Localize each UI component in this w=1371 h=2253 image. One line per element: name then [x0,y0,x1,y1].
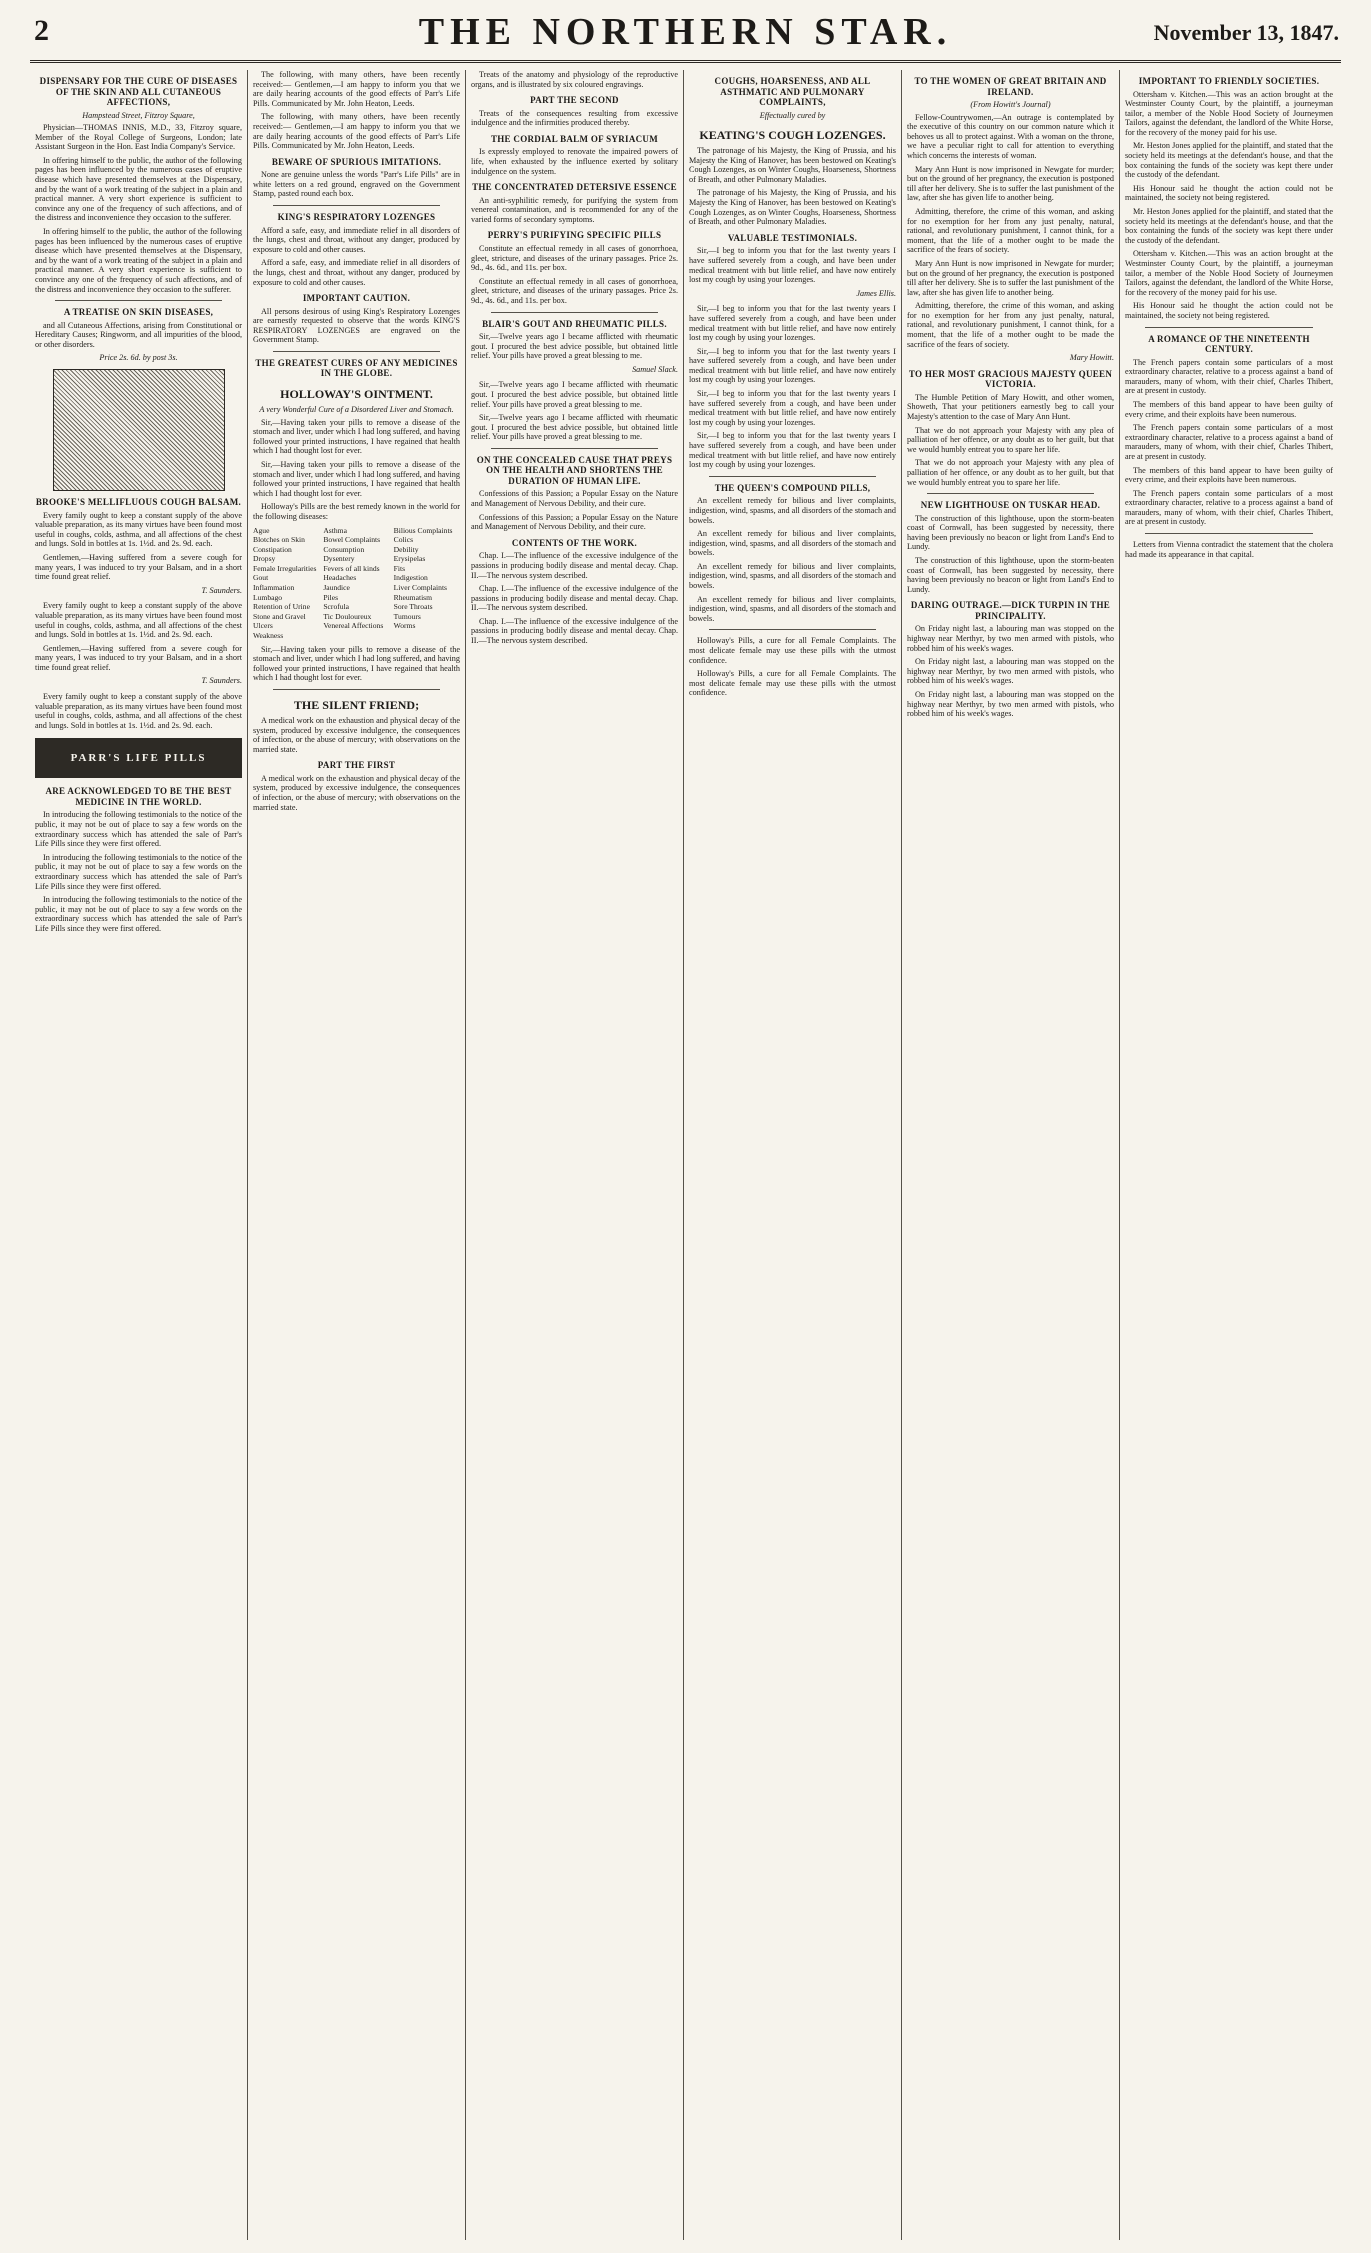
disease-list-item: Fevers of all kinds [323,563,380,573]
disease-list-item: Fits [393,563,406,573]
pills-text: In introducing the following testimonials to the notice of the public, it may not be out of place to say a few words on the extraordinary success which has attended the sale of Parr's Life Pills since they were first offered. [35,810,242,849]
disease-list-item: Tic Douloureux [323,611,372,621]
disease-list-item: Gout [253,573,269,583]
petition-heading: TO HER MOST GRACIOUS MAJESTY QUEEN VICTORIA. [908,368,1113,390]
column-1 [30,70,248,2240]
brookes-text: Every family ought to keep a constant supply of the above valuable preparation, as its many virtues have been found most useful in coughs, colds, asthma, and all affections of the chest and lungs. Sold in bottles at 1s. 1½d. and 2s. 9d. each. [35,510,242,549]
silent-friend-heading: THE SILENT FRIEND; [293,698,420,712]
holloway-subheading: A very Wonderful Cure of a Disordered Liver and Stomach. [259,404,454,414]
disease-list-item: Liver Complaints [393,583,448,593]
columns [30,70,1341,2240]
holloway-text-repeat: Sir,—Having taken your pills to remove a disease of the stomach and liver, under which I had long suffered, and having followed your printed instructions, I have regained that health which I had thought lost for ever. [253,459,460,498]
perry-pills-heading: PERRY'S PURIFYING SPECIFIC PILLS [487,230,662,241]
daring-outrage-text-repeat: On Friday night last, a labouring man was stopped on the highway near Merthyr, by two men armed with pistols, who robbed him of his week's wages. [907,657,1114,686]
holloway-text-repeat-2: Sir,—Having taken your pills to remove a disease of the stomach and liver, under which I had long suffered, and having followed your printed instructions, I have regained that health which I had thought lost for ever. [253,644,460,683]
pills-text-repeat: In introducing the following testimonials to the notice of the public, it may not be out of place to say a few words on the extraordinary success which has attended the sale of Parr's Life Pills since they were first offered. [35,852,242,891]
petition-text-2: That we do not approach your Majesty with any plea of palliation of her offence, or any doubt as to her guilt, but that we would humbly entreat you to spare her life. [907,425,1114,454]
disease-list-item: Rheumatism [393,592,433,602]
testimonial-text-repeat: Sir,—I beg to inform you that for the last twenty years I have suffered severely from a cough, and have been under medical treatment with but little relief, and have now entirely lost my cough by using your lozenges. [689,304,896,343]
coughs-text: The patronage of his Majesty, the King of Prussia, and his Majesty the King of Hanover, has been bestowed on Keating's Cough Lozenges, as on Winter Coughs, Hoarseness, Shortness of Breath, and other Pulmonary Maladies. [689,146,896,184]
blair-pills-heading: BLAIR'S GOUT AND RHEUMATIC PILLS. [482,318,667,329]
divider [273,205,440,206]
brookes-signature: T. Saunders. [201,585,242,595]
romance-heading: A ROMANCE OF THE NINETEENTH CENTURY. [1148,333,1310,355]
brookes-heading: BROOKE'S MELLIFLUOUS COUGH BALSAM. [35,497,242,508]
holloway-text: Sir,—Having taken your pills to remove a disease of the stomach and liver, under which I had long suffered, and having followed your printed instructions, I have regained that health which I had thought lost for ever. [253,417,460,456]
blair-pills-text-repeat: Sir,—Twelve years ago I became afflicted with rheumatic gout. I procured the best advice possible, but obtained little relief. Your pills have proved a great blessing to me. [471,380,678,409]
women-text-3-repeat: Admitting, therefore, the crime of this woman, and asking for no exemption for her from any just penalty, natural, rational, and revolutionary punishment, I cannot think, for a moment, that the life of a mother ought to be made the sacrifice of the fears of society. [907,301,1114,349]
treatise-heading: A TREATISE ON SKIN DISEASES, [63,307,214,318]
kings-lozenges-text: Afford a safe, easy, and immediate relief in all disorders of the lungs, chest and throat, without any danger, produced by exposure to cold and other causes. [253,225,460,254]
divider [273,689,440,690]
column-3 [466,70,684,2240]
greatest-cures-heading: THE GREATEST CURES OF ANY MEDICINES IN THE GLOBE. [255,357,458,379]
beware-heading: BEWARE OF SPURIOUS IMITATIONS. [271,156,442,167]
contents-text: Chap. I.—The influence of the excessive indulgence of the passions in producing bodily disease and mental decay. Chap. II.—The nervous system described. [471,551,678,580]
issue-date: November 13, 1847. [1153,20,1339,45]
coughs-text-repeat: The patronage of his Majesty, the King of Prussia, and his Majesty the King of Hanover, has been bestowed on Keating's Cough Lozenges, as on Winter Coughs, Hoarseness, Shortness of Breath, and other Pulmonary Maladies. [689,188,896,227]
silent-friend-text-repeat: A medical work on the exhaustion and physical decay of the system, produced by excessive indulgence, the consequences of infection, or the abuse of mercury; with observations on the married state. [253,773,460,812]
friendly-societies-heading: IMPORTANT TO FRIENDLY SOCIETIES. [1138,76,1320,86]
divider [491,312,658,313]
silent-friend-text: A medical work on the exhaustion and physical decay of the system, produced by excessive indulgence, the consequences of infection, or the abuse of mercury; with observations on the married state. [253,716,460,754]
testimonial-signature: James Ellis. [856,288,896,298]
detersive-essence-heading: THE CONCENTRATED DETERSIVE ESSENCE [472,182,677,193]
silent-friend-part-2: PART THE SECOND [530,95,619,106]
testimonial-text-repeat-2: Sir,—I beg to inform you that for the last twenty years I have suffered severely from a cough, and have been under medical treatment with but little relief, and have now entirely lost my cough by using your lozenges. [689,346,896,385]
coughs-heading: COUGHS, HOARSENESS, AND ALL ASTHMATIC AND PULMONARY COMPLAINTS, [714,76,871,107]
queens-pills-text-repeat-3: An excellent remedy for bilious and liver complaints, indigestion, wind, spasms, and all disorders of the stomach and bowels. [689,594,896,623]
petition-text: The Humble Petition of Mary Howitt, and other women, Showeth, That your petitioners earnestly beg to call your Majesty's attention to the case of Mary Ann Hunt. [907,392,1114,422]
lighthouse-text: The construction of this lighthouse, upon the storm-beaten coast of Cornwall, has been suggested by necessity, there having been previously no beacon or light from Land's End to Lundy. [907,513,1114,552]
brookes-text-repeat: Every family ought to keep a constant supply of the above valuable preparation, as its many virtues have been found most useful in coughs, colds, asthma, and all affections of the chest and lungs. Sold in bottles at 1s. 1½d. and 2s. 9d. each. [35,601,242,640]
pills-heading: ARE ACKNOWLEDGED TO BE THE BEST MEDICINE IN THE WORLD. [45,786,232,807]
disease-list-item: Asthma [323,525,347,535]
divider [273,351,440,352]
kings-lozenges-heading: KING'S RESPIRATORY LOZENGES [277,212,436,223]
disease-list-item: Constipation [253,544,292,554]
disease-list-item: Colics [393,535,414,545]
detersive-essence-text: An anti-syphilitic remedy, for purifying the system from venereal contamination, and is recommended for any of the varied forms of secondary symptoms. [471,195,678,224]
disease-list-item: Jaundice [323,583,350,593]
holloway-female-text-repeat: Holloway's Pills, a cure for all Female Complaints. The most delicate female may use these pills with the utmost confidence. [689,669,896,698]
divider [1145,533,1313,534]
disease-list-item: Bilious Complaints [393,525,453,535]
disease-list-item: Headaches [323,573,357,583]
contents-text-repeat: Chap. I.—The influence of the excessive indulgence of the passions in producing bodily disease and mental decay. Chap. II.—The nervous system described. [471,584,678,613]
romance-text-repeat-2: The French papers contain some particulars of a most extraordinary character, relative to a process against a band of marauders, many of whom, with their chief, Charles Thibert, are at present in custody. [1125,488,1333,527]
disease-list-item: Dropsy [253,554,276,564]
disease-list-item: Lumbago [253,592,283,602]
romance-text-repeat: The French papers contain some particulars of a most extraordinary character, relative to a process against a band of marauders, many of whom, with their chief, Charles Thibert, are at present in custody. [1125,423,1333,461]
disease-list-item: Indigestion [393,573,428,583]
women-heading: TO THE WOMEN OF GREAT BRITAIN AND IRELAND. [914,76,1107,97]
brookes-text-repeat-2: Every family ought to keep a constant supply of the above valuable preparation, as its many virtues have been found most useful in coughs, colds, asthma, and all affections of the chest and lungs. Sold in bottles at 1s. 1½d. and 2s. 9d. each. [35,692,242,730]
lighthouse-heading: NEW LIGHTHOUSE ON TUSKAR HEAD. [920,500,1101,511]
romance-text-2-repeat: The members of this band appear to have been guilty of every crime, and their exploits have been numerous. [1125,465,1333,485]
testimonials-heading: VALUABLE TESTIMONIALS. [727,232,858,243]
caution-text: All persons desirous of using King's Respiratory Lozenges are earnestly requested to observe that the words KING'S RESPIRATORY LOZENGES are engraved on the Government Stamp. [253,306,460,345]
silent-friend-part-1: PART THE FIRST [317,760,396,771]
dispensary-text: In offering himself to the public, the author of the following pages has been influenced by the numerous cases of eruptive disease which have presented themselves at the Dispensary, and by the want of a work treating of the subject in a plain and practical manner. A very short experience is sufficient to convince any one of the frequency of such affections, and of the distress and inconvenience they occasion to the sufferer. [35,155,242,223]
romance-text-2: The members of this band appear to have been guilty of every crime, and their exploits have been numerous. [1125,399,1333,419]
divider [55,300,222,301]
disease-list-item: Venereal Affections [323,621,384,631]
queens-pills-heading: THE QUEEN'S COMPOUND PILLS, [714,482,871,493]
newspaper-title: THE NORTHERN STAR. [418,11,953,53]
silent-part-1-text: Treats of the anatomy and physiology of the reproductive organs, and is illustrated by six coloured engravings. [471,70,678,89]
keating-lozenges-title: KEATING'S COUGH LOZENGES. [699,128,886,143]
silent-part-2-text: Treats of the consequences resulting from excessive indulgence and the infirmities produced thereby. [471,108,678,128]
friendly-text: Ottersham v. Kitchen.—This was an action brought at the Westminster County Court, by the plaintiff, a journeyman tailor, a member of the Noble Hood Society of Journeymen Tailors, against the defendant, the landlord of the White Horse, for the recovery of the money paid for his use. [1125,89,1333,137]
disease-list-item: Weakness [253,631,284,641]
daring-outrage-heading: DARING OUTRAGE.—DICK TURPIN IN THE PRINCIPALITY. [910,600,1111,621]
divider [1145,327,1313,328]
holloway-list-intro: Holloway's Pills are the best remedy known in the world for the following diseases: [253,502,460,521]
disease-list-item: Stone and Gravel [253,611,306,621]
column-4 [684,70,902,2240]
women-text-2-repeat: Mary Ann Hunt is now imprisoned in Newgate for murder; but on the ground of her pregnancy, the execution is postponed till after her delivery. She is to suffer the last punishment of the law, after she has given life to another being. [907,258,1114,297]
women-source: (From Howitt's Journal) [970,100,1051,109]
column-6 [1120,70,1338,2240]
caution-heading: IMPORTANT CAUTION. [302,293,411,304]
divider [709,476,876,477]
vienna-letters-text: Letters from Vienna contradict the statement that the cholera had made its appearance in that capital. [1125,540,1333,559]
romance-text: The French papers contain some particulars of a most extraordinary character, relative to a process against a band of marauders, many of whom, with their chief, Charles Thibert, are at present in custody. [1125,357,1333,396]
disease-list-item: Tumours [393,611,421,621]
disease-list-item: Ague [253,525,270,535]
contents-text-repeat-2: Chap. I.—The influence of the excessive indulgence of the passions in producing bodily disease and mental decay. Chap. II.—The nervous system described. [471,616,678,646]
friendly-text-2: Mr. Heston Jones applied for the plaintiff, and stated that the society held its meetings at the defendant's house, and that the box containing the funds of the society was kept there under the custody of the defendant. [1125,141,1333,180]
women-signature: Mary Howitt. [1069,353,1114,363]
disease-list-item: Inflammation [253,583,295,593]
cordial-balm-text: Is expressly employed to renovate the impaired powers of life, when exhausted by the influence exerted by solitary indulgence on the system. [471,147,678,176]
disease-list-item: Consumption [323,544,365,554]
kings-lozenges-text-repeat: Afford a safe, easy, and immediate relief in all disorders of the lungs, chest and throat, without any danger, produced by exposure to cold and other causes. [253,258,460,287]
beware-text: None are genuine unless the words "Parr's Life Pills" are in white letters on a red ground, engraved on the Government Stamp, pasted round each box. [253,170,460,199]
dispensary-physician: Physician—THOMAS INNIS, M.D., 33, Fitzroy square, Member of the Royal College of Surgeons, London; late Assistant Surgeon in the Hon. East India Company's Service. [35,123,242,152]
disease-list-item: Worms [393,621,416,631]
disease-list-item: Debility [393,544,419,554]
holloway-heading: HOLLOWAY'S OINTMENT. [280,386,433,401]
perry-pills-text-repeat: Constitute an effectual remedy in all cases of gonorrhoea, gleet, stricture, and diseases of the urinary passages. Price 2s. 9d., 4s. 6d., and 11s. per box. [471,276,678,305]
queens-pills-text-repeat-2: An excellent remedy for bilious and liver complaints, indigestion, wind, spasms, and all disorders of the stomach and bowels. [689,561,896,591]
friendly-text-repeat: Ottersham v. Kitchen.—This was an action brought at the Westminster County Court, by the plaintiff, a journeyman tailor, a member of the Noble Hood Society of Journeymen Tailors, against the defendant, the landlord of the White Horse, for the recovery of the money paid for his use. [1125,249,1333,297]
brookes-testimonial: Gentlemen,—Having suffered from a severe cough for many years, I was induced to try your Balsam, and in a short time found great relief. [35,552,242,582]
friendly-text-3: His Honour said he thought the action could not be maintained, the society not being registered. [1125,183,1333,203]
blair-pills-text: Sir,—Twelve years ago I became afflicted with rheumatic gout. I procured the best advice possible, but obtained little relief. Your pills have proved a great blessing to me. [471,332,678,361]
brookes-signature-repeat: T. Saunders. [201,676,242,686]
women-text-2: Mary Ann Hunt is now imprisoned in Newgate for murder; but on the ground of her pregnancy, the execution is postponed till after her delivery. She is to suffer the last punishment of the law, after she has given life to another being. [907,164,1114,203]
bottle-engraving-illustration [53,369,225,491]
divider [709,629,876,630]
holloway-disease-list [253,526,460,641]
disease-list-item: Erysipelas [393,554,426,564]
disease-list-item: Sore Throats [393,602,433,612]
pills-testimonials: The following, with many others, have been recently received:— Gentlemen,—I am happy to inform you that we are daily hearing accounts of the good effects of Parr's Life Pills. Communicated by Mr. John Heaton, Leeds. [253,70,460,108]
brookes-testimonial-repeat: Gentlemen,—Having suffered from a severe cough for many years, I was induced to try your Balsam, and in a short time found great relief. [35,643,242,672]
dispensary-address: Hampstead Street, Fitzroy Square, [82,110,195,120]
concealed-cause-heading: ON THE CONCEALED CAUSE THAT PREYS ON THE HEALTH AND SHORTENS THE DURATION OF HUMAN LIFE. [476,454,673,486]
masthead [30,8,1341,63]
divider [491,448,658,449]
holloway-female-text: Holloway's Pills, a cure for all Female Complaints. The most delicate female may use these pills with the utmost confidence. [689,636,896,665]
daring-outrage-text-repeat-2: On Friday night last, a labouring man was stopped on the highway near Merthyr, by two men armed with pistols, who robbed him of his week's wages. [907,690,1114,719]
dispensary-heading: DISPENSARY FOR THE CURE OF DISEASES OF THE SKIN AND ALL CUTANEOUS AFFECTIONS, [39,76,238,107]
disease-list-item: Bowel Complaints [323,535,381,545]
page-number: 2 [34,14,49,47]
blair-pills-text-repeat-2: Sir,—Twelve years ago I became afflicted with rheumatic gout. I procured the best advice possible, but obtained little relief. Your pills have proved a great blessing to me. [471,413,678,442]
disease-list-item: Blotches on Skin [253,535,305,545]
treatise-text: and all Cutaneous Affections, arising from Constitutional or Hereditary Causes; Ringworm, and all impurities of the blood, or other disorders. [35,320,242,349]
lighthouse-text-repeat: The construction of this lighthouse, upon the storm-beaten coast of Cornwall, has been suggested by necessity, there having been previously no beacon or light from Land's End to Lundy. [907,556,1114,594]
women-text: Fellow-Countrywomen,—An outrage is contemplated by the executive of this country on our common nature which it behoves us all to protect against. With a woman on the throne, we have a peculiar right to call for attention to everything which concerns the interests of woman. [907,112,1114,160]
disease-list-item: Retention of Urine [253,602,310,612]
women-text-3: Admitting, therefore, the crime of this woman, and asking for no exemption for her from any just penalty, natural, rational, and revolutionary punishment, I cannot think, for a moment, that the life of a mother ought to be made the sacrifice of the fears of society. [907,206,1114,255]
cordial-balm-heading: THE CORDIAL BALM OF SYRIACUM [490,133,659,144]
perry-pills-text: Constitute an effectual remedy in all cases of gonorrhoea, gleet, stricture, and diseases of the urinary passages. Price 2s. 9d., 4s. 6d., and 11s. per box. [471,243,678,273]
pills-text-repeat-2: In introducing the following testimonials to the notice of the public, it may not be out of place to say a few words on the extraordinary success which has attended the sale of Parr's Life Pills since they were first offered. [35,895,242,933]
friendly-text-3-repeat: His Honour said he thought the action could not be maintained, the society not being registered. [1125,301,1333,320]
dispensary-text-repeat: In offering himself to the public, the author of the following pages has been influenced by the numerous cases of eruptive disease which have presented themselves at the Dispensary, and by the want of a work treating of the subject in a plain and practical manner. A very short experience is sufficient to convince any one of the frequency of such affections, and of the distress and inconvenience they occasion to the sufferer. [35,227,242,294]
pills-testimonials-repeat: The following, with many others, have been recently received:— Gentlemen,—I am happy to inform you that we are daily hearing accounts of the good effects of Parr's Life Pills. Communicated by Mr. John Heaton, Leeds. [253,112,460,151]
coughs-subheading: Effectually cured by [759,110,826,120]
testimonial-text-repeat-4: Sir,—I beg to inform you that for the last twenty years I have suffered severely from a cough, and have been under medical treatment with but little relief, and have now entirely lost my cough by using your lozenges. [689,431,896,470]
queens-pills-text-repeat: An excellent remedy for bilious and liver complaints, indigestion, wind, spasms, and all disorders of the stomach and bowels. [689,529,896,558]
confessions-text-repeat: Confessions of this Passion; a Popular Essay on the Nature and Management of Nervous Debility, and their cure. [471,512,678,532]
column-5 [902,70,1120,2240]
disease-list-item: Female Irregularities [253,563,317,573]
contents-heading: CONTENTS OF THE WORK. [511,537,638,548]
column-2 [248,70,466,2240]
friendly-text-2-repeat: Mr. Heston Jones applied for the plaintiff, and stated that the society held its meetings at the defendant's house, and that the box containing the funds of the society was kept there under the custody of the defendant. [1125,207,1333,245]
parrs-pills-banner: PARR'S LIFE PILLS [35,738,242,778]
disease-list-item: Dysentery [323,554,355,564]
testimonial-text-repeat-3: Sir,—I beg to inform you that for the last twenty years I have suffered severely from a cough, and have been under medical treatment with but little relief, and have now entirely lost my cough by using your lozenges. [689,389,896,427]
disease-list-item: Scrofula [323,602,350,612]
petition-text-2-repeat: That we do not approach your Majesty with any plea of palliation of her offence, or any doubt as to her guilt, but that we would humbly entreat you to spare her life. [907,458,1114,487]
daring-outrage-text: On Friday night last, a labouring man was stopped on the highway near Merthyr, by two men armed with pistols, who robbed him of his week's wages. [907,624,1114,653]
divider [927,493,1094,494]
queens-pills-text: An excellent remedy for bilious and liver complaints, indigestion, wind, spasms, and all disorders of the stomach and bowels. [689,496,896,525]
disease-list-item: Ulcers [253,621,273,631]
confessions-text: Confessions of this Passion; a Popular Essay on the Nature and Management of Nervous Debility, and their cure. [471,489,678,509]
disease-list-item: Piles [323,592,339,602]
testimonial-text: Sir,—I beg to inform you that for the last twenty years I have suffered severely from a cough, and have been under medical treatment with but little relief, and have now entirely lost my cough by using your lozenges. [689,246,896,285]
treatise-price: Price 2s. 6d. by post 3s. [99,353,178,363]
blair-signature: Samuel Slack. [632,364,678,374]
